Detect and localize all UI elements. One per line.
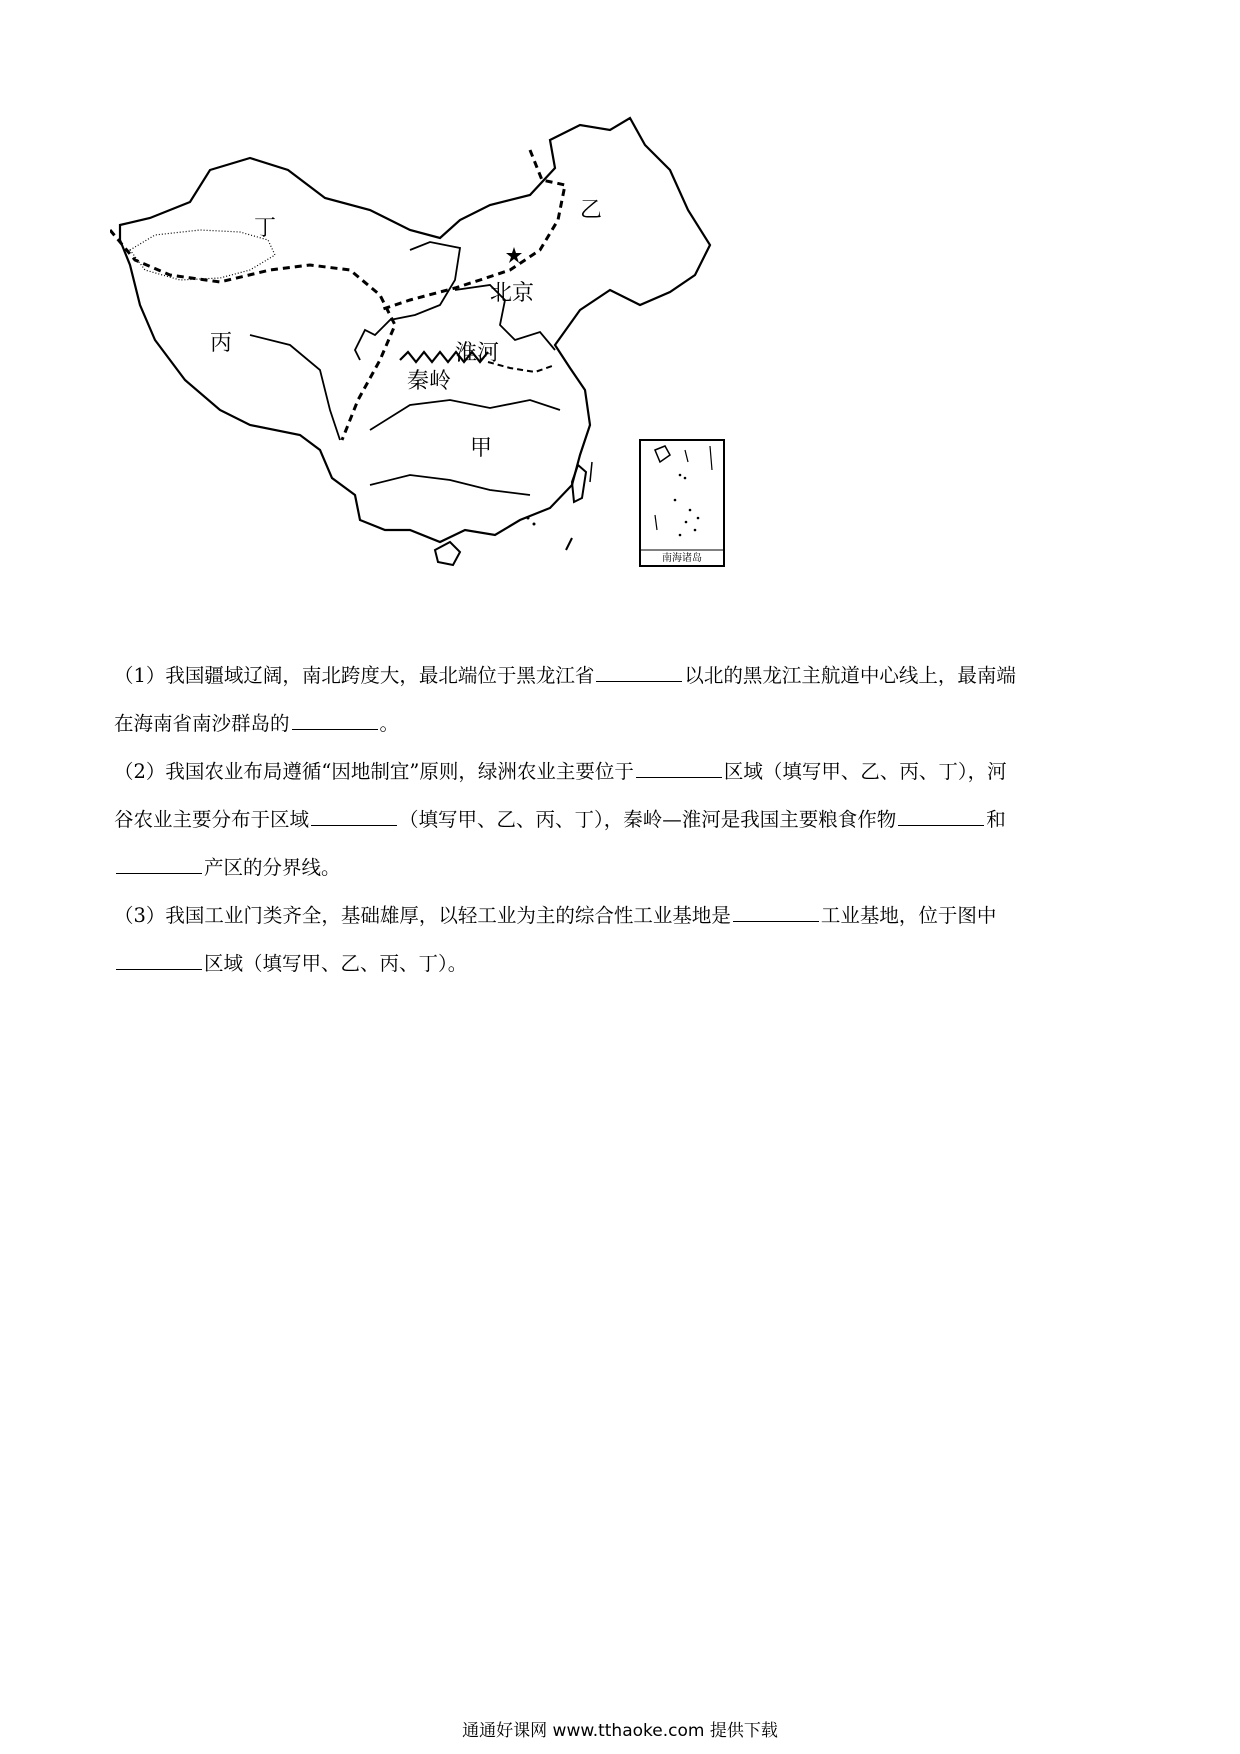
answer-blank[interactable] [733, 903, 819, 922]
hainan-island [435, 542, 460, 565]
question-1-line-2: 在海南省南沙群岛的 。 [114, 712, 400, 735]
question-2-line-2: 谷农业主要分布于区域 （填写甲、乙、丙、丁），秦岭—淮河是我国主要粮食作物 和 [114, 808, 1006, 831]
interior-boundary-4 [370, 475, 530, 495]
question-2-line-3: 产区的分界线。 [114, 844, 1124, 892]
label-region-ding: 丁 [254, 216, 277, 241]
beijing-star-icon [506, 247, 522, 263]
answer-blank[interactable] [116, 951, 202, 970]
label-region-bing: 丙 [210, 331, 233, 356]
inset-caption: 南海诸岛 [662, 553, 702, 564]
question-3-line-1: （3）我国工业门类齐全，基础雄厚，以轻工业为主的综合性工业基地是 工业基地，位于图中 [114, 904, 997, 927]
answer-blank[interactable] [311, 807, 397, 826]
china-outline [120, 118, 710, 542]
page-footer: 通通好课网 www.tthaoke.com 提供下载 [462, 1721, 778, 1741]
answer-blank[interactable] [596, 663, 682, 682]
label-region-yi: 乙 [580, 198, 603, 223]
china-map-figure [110, 110, 830, 640]
label-huaihe: 淮河 [455, 341, 500, 366]
question-1-line-1: （1）我国疆域辽阔，南北跨度大，最北端位于黑龙江省 以北的黑龙江主航道中心线上，最南端 [114, 664, 1016, 687]
question-3-line-2: 区域（填写甲、乙、丙、丁）。 [114, 940, 1124, 988]
label-qinling: 秦岭 [407, 369, 452, 394]
interior-boundary-2 [250, 335, 340, 440]
label-region-jia: 甲 [470, 436, 493, 461]
question-2-line-1: （2）我国农业布局遵循“因地制宜”原则，绿洲农业主要位于 区域（填写甲、乙、丙、丁），河 [114, 760, 1007, 783]
questions-block [114, 652, 1124, 988]
taiwan-island [572, 465, 586, 502]
answer-blank[interactable] [292, 711, 378, 730]
answer-blank[interactable] [898, 807, 984, 826]
answer-blank[interactable] [116, 855, 202, 874]
label-beijing: 北京 [490, 281, 535, 306]
interior-boundary-3 [370, 400, 560, 430]
answer-blank[interactable] [636, 759, 722, 778]
